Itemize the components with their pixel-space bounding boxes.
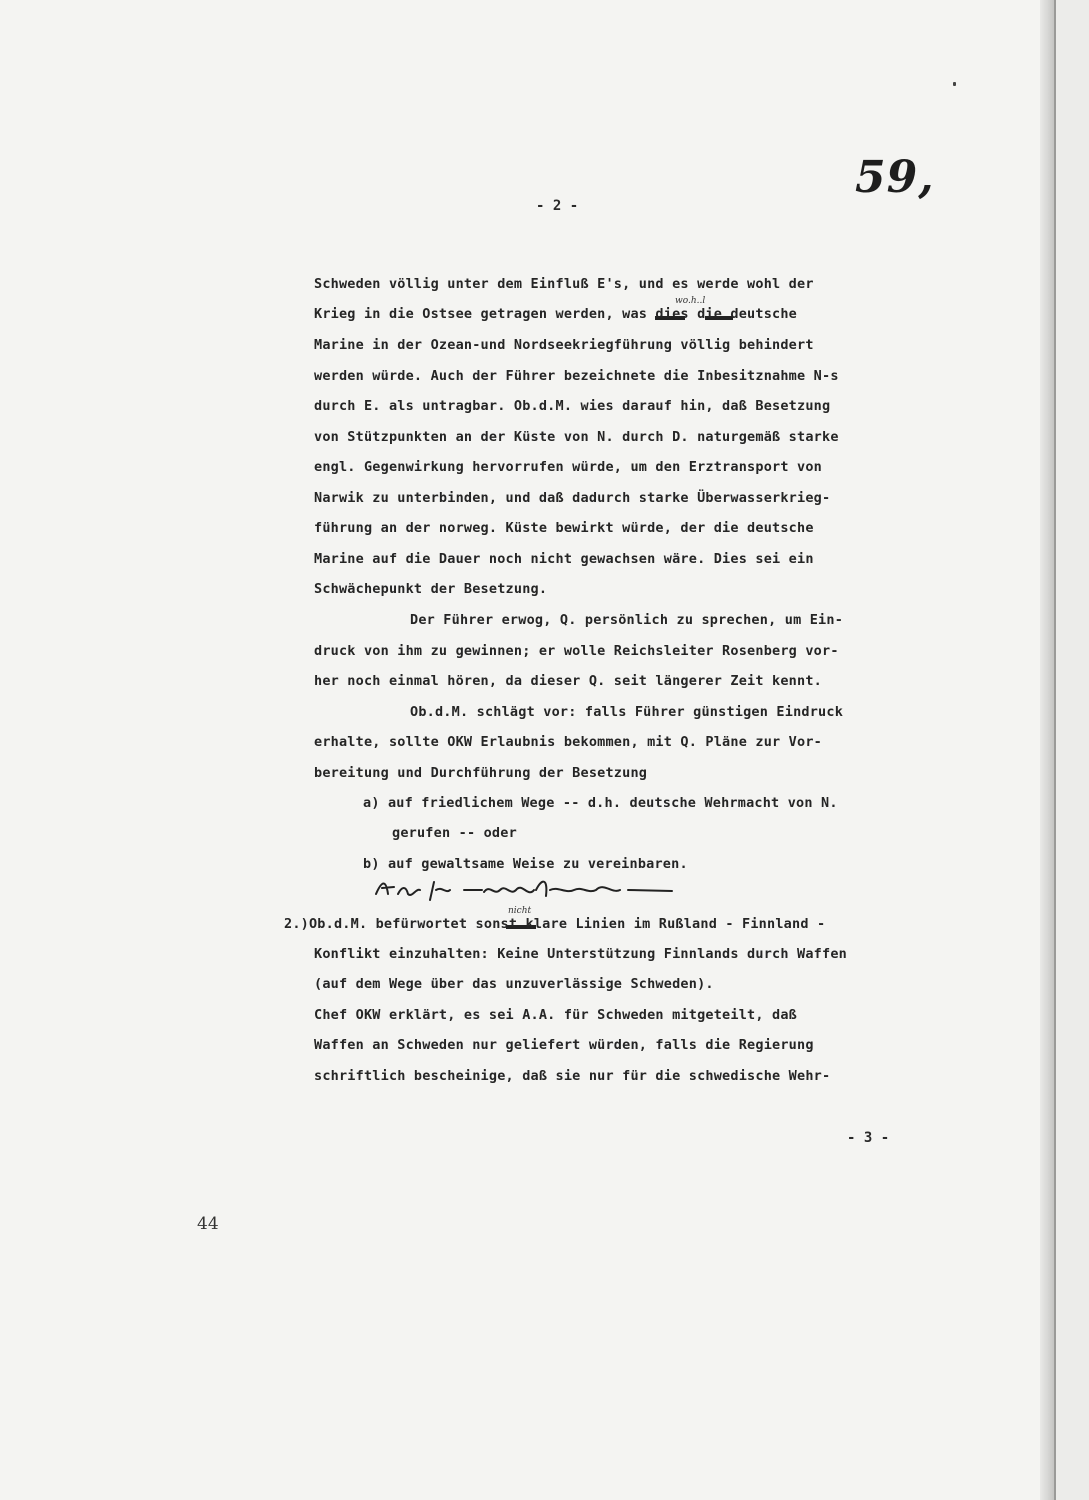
handwritten-page-number: 59,	[855, 152, 935, 203]
text-line-15: Ob.d.M. schlägt vor: falls Führer günstigen Eindruck	[410, 704, 844, 720]
item-2-line-6: schriftlich bescheinige, daß sie nur für die schwedische Wehr-	[314, 1068, 831, 1084]
text-line-1: Schweden völlig unter dem Einfluß E's, und es werde wohl der	[314, 276, 814, 292]
interlinear-annotation: wo.h..l	[675, 296, 706, 306]
text-line-16: erhalte, sollte OKW Erlaubnis bekommen, mit Q. Pläne zur Vor-	[314, 734, 822, 750]
text-line-9: führung an der norweg. Küste bewirkt würde, der die deutsche	[314, 520, 814, 536]
folio-number: 44	[197, 1214, 219, 1234]
next-page-edge	[1056, 0, 1089, 1500]
text-line-4: werden würde. Auch der Führer bezeichnete die Inbesitznahme N-s	[314, 368, 839, 384]
item-2-line-4: Chef OKW erklärt, es sei A.A. für Schweden mitgeteilt, daß	[314, 1007, 798, 1023]
text-line-3: Marine in der Ozean-und Nordseekriegführung völlig behindert	[314, 337, 814, 353]
item-2-line-3: (auf dem Wege über das unzuverlässige Schweden).	[314, 976, 714, 992]
text-line-11: Schwächepunkt der Besetzung.	[314, 581, 548, 597]
item-2-line-1: 2.)Ob.d.M. befürwortet sonst klare Linien im Rußland - Finnland -	[284, 916, 826, 932]
ink-speck	[953, 82, 956, 86]
text-line-12: Der Führer erwog, Q. persönlich zu sprechen, um Ein-	[410, 612, 844, 628]
interlinear-annotation-2: nicht	[508, 906, 532, 916]
text-line-17: bereitung und Durchführung der Besetzung	[314, 765, 648, 781]
page-marker-top: - 2 -	[536, 198, 579, 214]
text-line-14: her noch einmal hören, da dieser Q. seit längerer Zeit kennt.	[314, 673, 822, 689]
text-line-6: von Stützpunkten an der Küste von N. durch D. naturgemäß starke	[314, 429, 839, 445]
text-line-7: engl. Gegenwirkung hervorrufen würde, um den Erztransport von	[314, 459, 822, 475]
text-line-8: Narwik zu unterbinden, und daß dadurch starke Überwasserkrieg-	[314, 490, 831, 506]
item-2-line-2: Konflikt einzuhalten: Keine Unterstützung Finnlands durch Waffen	[314, 946, 847, 962]
handwritten-note	[372, 876, 682, 904]
list-item-a-continued: gerufen -- oder	[392, 825, 517, 841]
text-line-10: Marine auf die Dauer noch nicht gewachsen wäre. Dies sei ein	[314, 551, 814, 567]
list-item-a: a) auf friedlichem Wege -- d.h. deutsche Wehrmacht von N.	[363, 795, 838, 811]
list-item-b: b) auf gewaltsame Weise zu vereinbaren.	[363, 856, 688, 872]
item-2-line-5: Waffen an Schweden nur geliefert würden, falls die Regierung	[314, 1037, 814, 1053]
text-line-13: druck von ihm zu gewinnen; er wolle Reichsleiter Rosenberg vor-	[314, 643, 839, 659]
page-marker-bottom: - 3 -	[847, 1130, 890, 1146]
page-edge-shadow	[1040, 0, 1054, 1500]
text-line-5: durch E. als untragbar. Ob.d.M. wies darauf hin, daß Besetzung	[314, 398, 831, 414]
text-line-2: Krieg in die Ostsee getragen werden, was dies die deutsche	[314, 306, 798, 322]
